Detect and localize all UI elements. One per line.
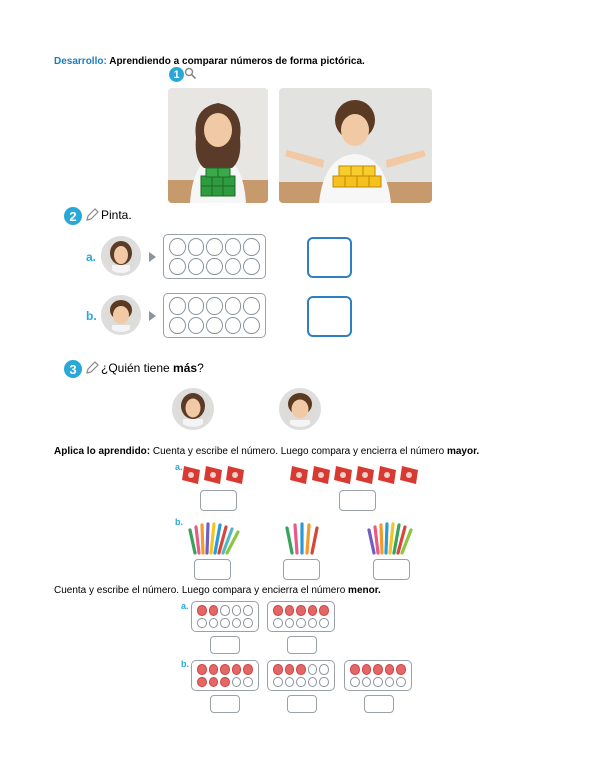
photo-boy-yellow-cubes [279, 88, 432, 203]
magnifier-icon [184, 67, 197, 80]
filled-counter [285, 605, 295, 616]
apply-a-box-1[interactable] [200, 490, 237, 511]
avatar-boy [101, 295, 141, 335]
empty-counter [396, 677, 406, 688]
empty-counter [243, 605, 253, 616]
empty-counter [296, 618, 306, 629]
filled-counter [209, 677, 219, 688]
empty-counter [232, 605, 242, 616]
filled-counter [285, 664, 295, 675]
apply-row-b-label: b. [175, 517, 183, 527]
filled-counter [243, 664, 253, 675]
empty-counter [373, 677, 383, 688]
filled-counter [273, 664, 283, 675]
empty-counter [362, 677, 372, 688]
ten-frame-b[interactable] [163, 293, 266, 338]
filled-counter [319, 605, 329, 616]
menor-a-box-1[interactable] [210, 636, 240, 654]
row-a-label: a. [86, 250, 97, 264]
page-header [54, 56, 365, 67]
filled-counter [209, 664, 219, 675]
filled-counter [209, 605, 219, 616]
section-2-instruction: Pinta. [101, 208, 132, 222]
answer-box-b[interactable] [307, 296, 352, 337]
empty-counter [296, 677, 306, 688]
pencil-group-2 [282, 522, 322, 556]
section-3-badge: 3 [64, 360, 82, 378]
empty-counter [243, 677, 253, 688]
menor-b-box-3[interactable] [364, 695, 394, 713]
row-b-label: b. [86, 309, 97, 323]
menor-row-a-label: a. [181, 601, 189, 611]
section-3-instruction: ¿Quién tiene más? [101, 361, 204, 375]
menor-frame-b-3 [344, 660, 412, 691]
apply-b-box-3[interactable] [373, 559, 410, 580]
sharpener-group-2 [288, 462, 418, 488]
menor-a-box-2[interactable] [287, 636, 317, 654]
section-1-badge: 1 [169, 67, 184, 82]
menor-frame-b-1 [191, 660, 259, 691]
empty-counter [273, 677, 283, 688]
empty-counter [220, 618, 230, 629]
apply-a-box-2[interactable] [339, 490, 376, 511]
empty-counter [350, 677, 360, 688]
empty-counter [232, 618, 242, 629]
empty-counter [243, 618, 253, 629]
empty-counter [308, 664, 318, 675]
empty-counter [319, 618, 329, 629]
header-text: Aprendiendo a comparar números de forma pictórica. [109, 56, 365, 67]
arrow-icon [149, 252, 156, 262]
menor-b-box-2[interactable] [287, 695, 317, 713]
arrow-icon [149, 311, 156, 321]
filled-counter [232, 664, 242, 675]
pencil-group-3 [365, 522, 417, 556]
empty-counter [197, 618, 207, 629]
avatar-girl [101, 236, 141, 276]
avatar-girl-choice[interactable] [172, 388, 214, 430]
filled-counter [308, 605, 318, 616]
filled-counter [362, 664, 372, 675]
answer-box-a[interactable] [307, 237, 352, 278]
empty-counter [209, 618, 219, 629]
section-2-badge: 2 [64, 207, 82, 225]
empty-counter [308, 618, 318, 629]
pencil-icon [85, 361, 99, 375]
filled-counter [197, 605, 207, 616]
header-label: Desarrollo: [54, 56, 107, 67]
menor-frame-a-1 [191, 601, 259, 632]
empty-counter [319, 664, 329, 675]
menor-frame-b-2 [267, 660, 335, 691]
filled-counter [220, 664, 230, 675]
empty-counter [285, 677, 295, 688]
apply-b-box-1[interactable] [194, 559, 231, 580]
filled-counter [197, 664, 207, 675]
empty-counter [220, 605, 230, 616]
filled-counter [373, 664, 383, 675]
apply-instruction: Aplica lo aprendido: Cuenta y escribe el número. Luego compara y encierra el número mayor. [54, 446, 480, 457]
empty-counter [285, 618, 295, 629]
empty-counter [273, 618, 283, 629]
apply-b-box-2[interactable] [283, 559, 320, 580]
sharpener-group-1 [180, 462, 260, 488]
menor-b-box-1[interactable] [210, 695, 240, 713]
pencil-icon [85, 208, 99, 222]
filled-counter [197, 677, 207, 688]
pencil-group-1 [186, 522, 242, 556]
filled-counter [273, 605, 283, 616]
filled-counter [220, 677, 230, 688]
menor-row-b-label: b. [181, 659, 189, 669]
avatar-boy-choice[interactable] [279, 388, 321, 430]
photo-girl-green-cubes [168, 88, 268, 203]
empty-counter [319, 677, 329, 688]
filled-counter [296, 664, 306, 675]
filled-counter [396, 664, 406, 675]
apply-row-a-label: a. [175, 462, 183, 472]
empty-counter [232, 677, 242, 688]
filled-counter [350, 664, 360, 675]
menor-frame-a-2 [267, 601, 335, 632]
filled-counter [385, 664, 395, 675]
filled-counter [296, 605, 306, 616]
ten-frame-a[interactable] [163, 234, 266, 279]
menor-instruction: Cuenta y escribe el número. Luego compara y encierra el número menor. [54, 585, 381, 596]
empty-counter [385, 677, 395, 688]
empty-counter [308, 677, 318, 688]
